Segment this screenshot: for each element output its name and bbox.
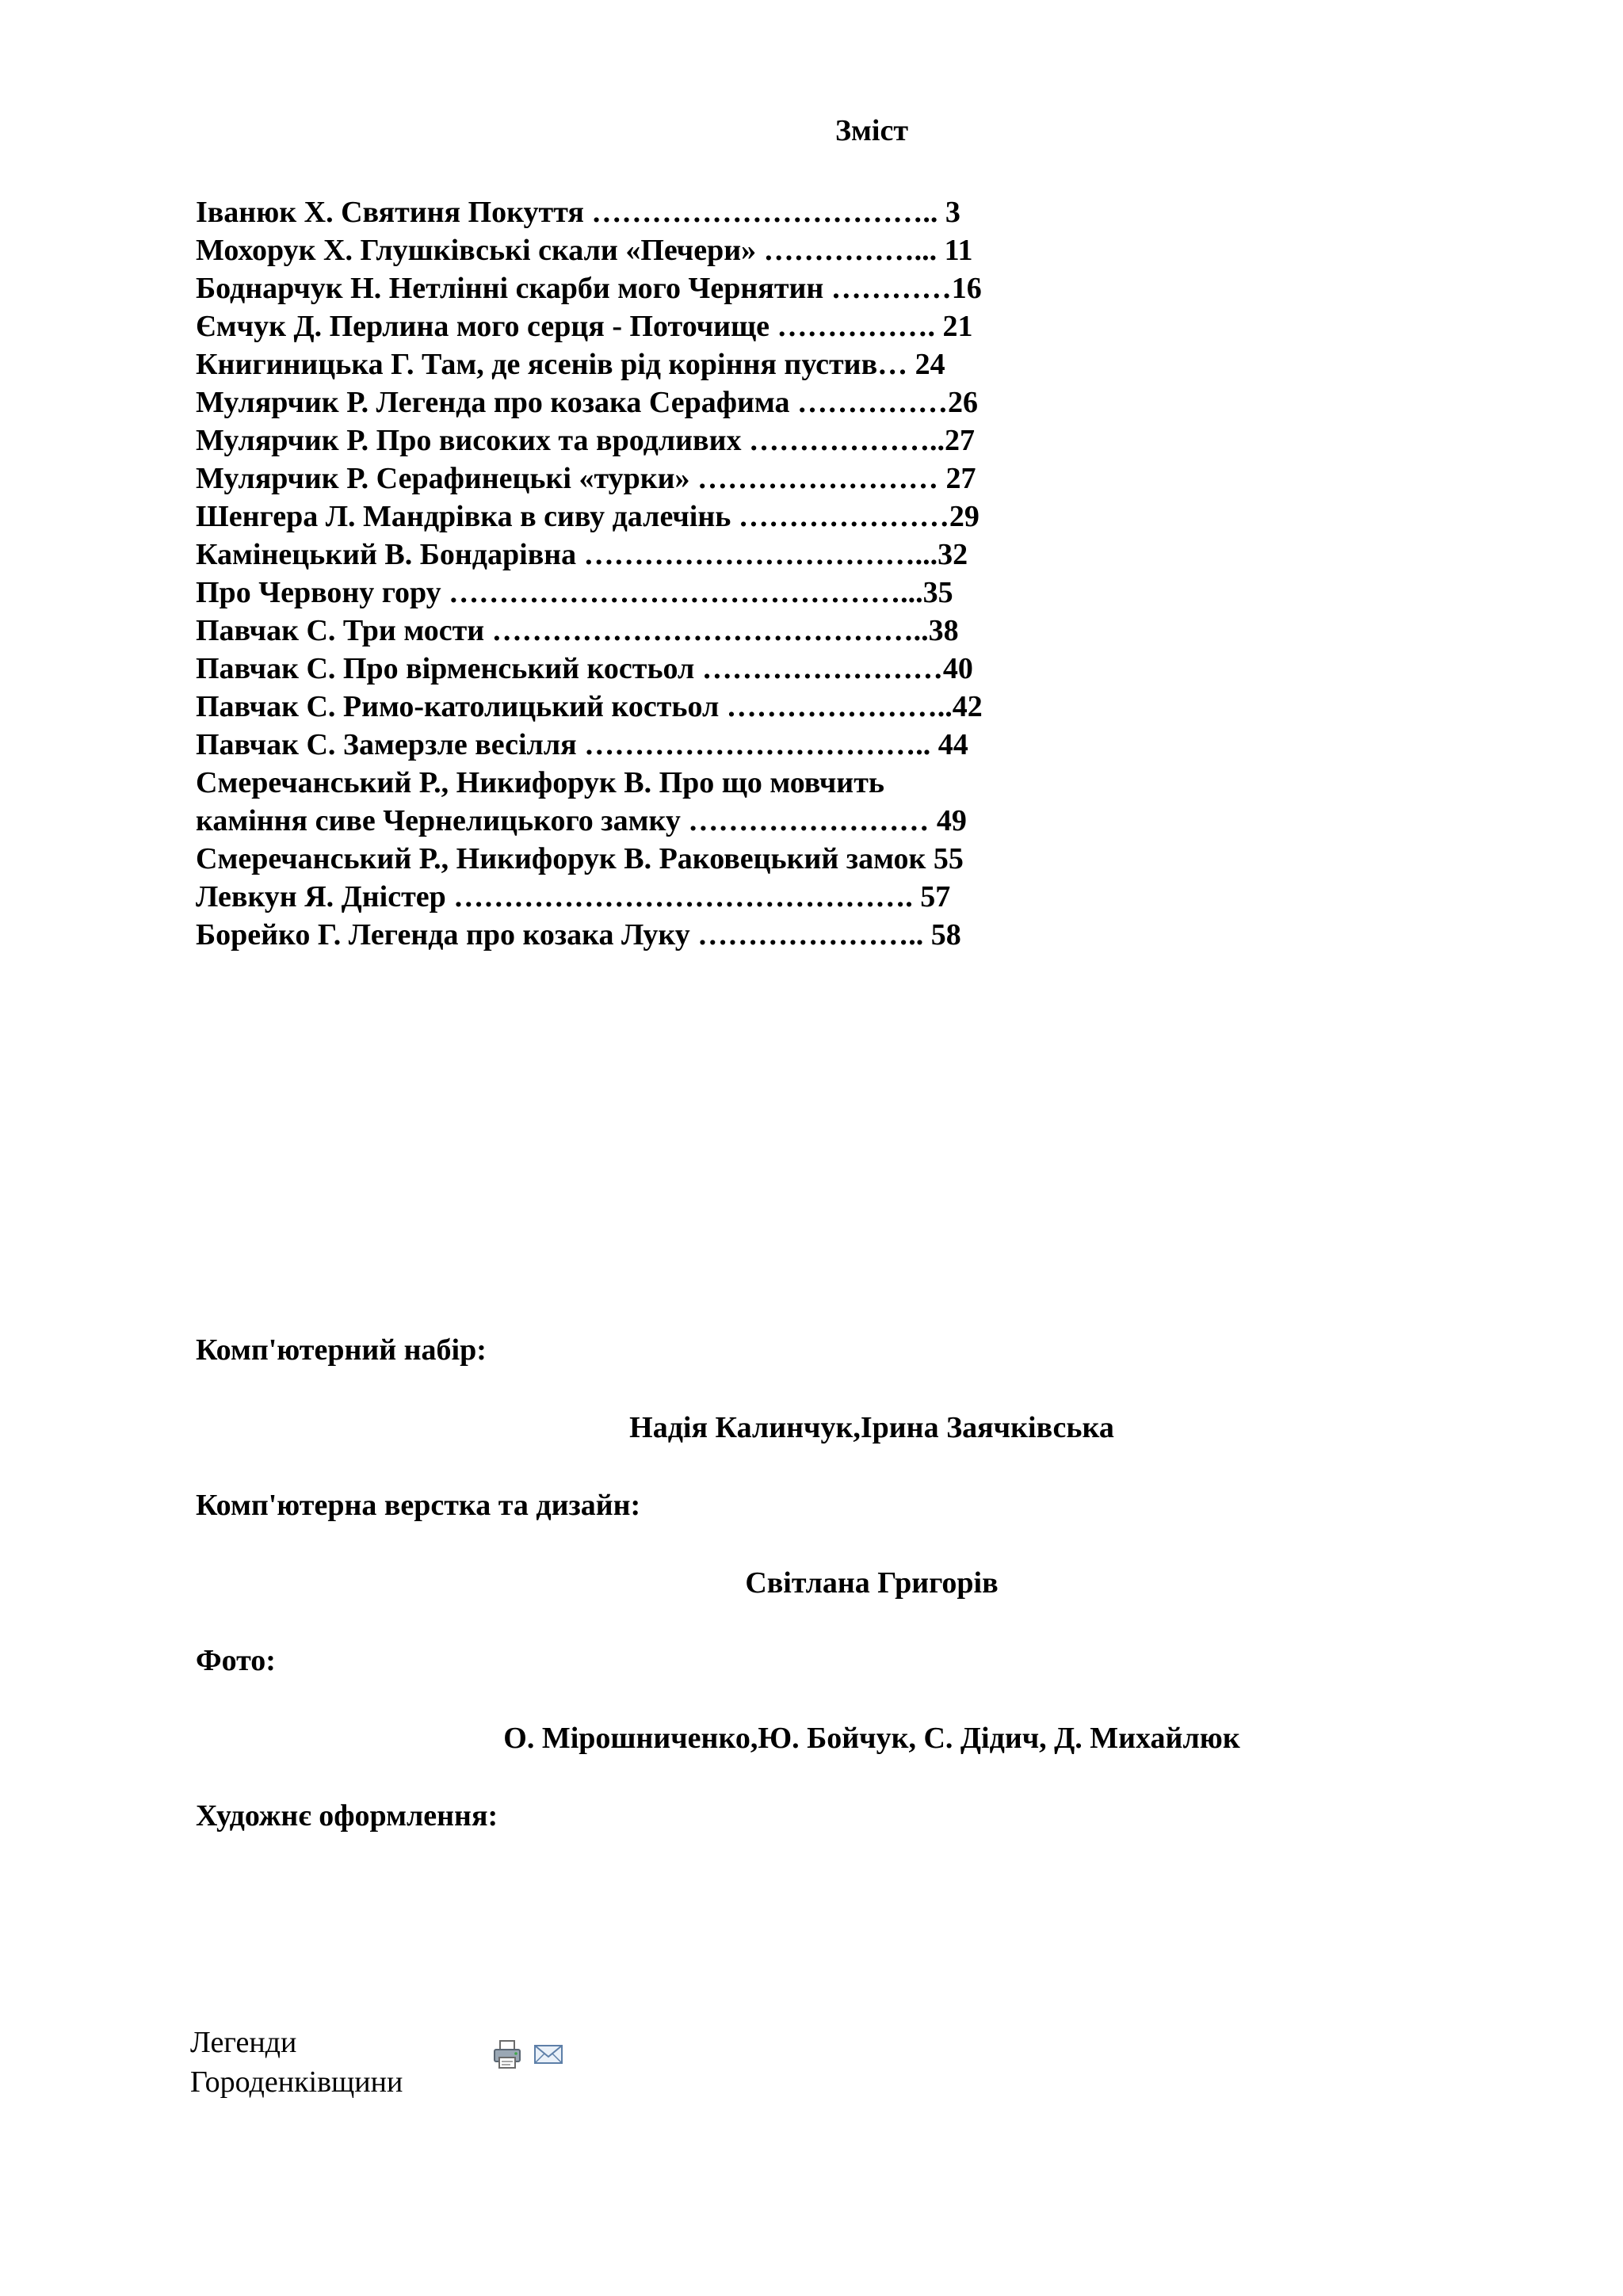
toc-entry: Павчак С. Три мости ……………………………………..38 <box>196 614 959 647</box>
toc-entry: Камінецький В. Бондарівна ……………………………...32 <box>196 538 968 571</box>
toc-entry: Мулярчик Р. Про високих та вродливих ………………..27 <box>196 424 975 457</box>
layout-credit-names: Світлана Григорів <box>745 1566 999 1600</box>
toc-entry: Мулярчик Р. Легенда про козака Серафима ……………26 <box>196 386 979 419</box>
footer-title-line: Легенди <box>190 2026 297 2059</box>
typing-credit-label: Комп'ютерний набір: <box>196 1333 487 1367</box>
printer-icon[interactable] <box>491 2039 523 2070</box>
toc-entry: Боднарчук Н. Нетлінні скарби мого Чернятин …………16 <box>196 272 982 305</box>
typing-credit-names: Надія Калинчук,Ірина Заячківська <box>629 1411 1114 1444</box>
toc-entry: Павчак С. Про вірменський костьол ……………………40 <box>196 652 973 685</box>
toc-entry: Смеречанський Р., Никифорук В. Про що мовчить <box>196 766 884 799</box>
toc-entry: Мохорук Х. Глушківські скали «Печери» ……………... 11 <box>196 234 973 267</box>
toc-entry: Шенгера Л. Мандрівка в сиву далечінь …………………29 <box>196 500 980 533</box>
toc-entry: Іванюк Х. Святиня Покуття …………………………….. 3 <box>196 196 960 229</box>
toc-entry: каміння сиве Чернелицького замку …………………… 49 <box>196 804 967 837</box>
toc-entry: Ємчук Д. Перлина мого серця - Поточище ……………. 21 <box>196 310 973 343</box>
photo-credit-label: Фото: <box>196 1644 276 1677</box>
footer-title-line: Городенківщини <box>190 2065 403 2099</box>
toc-entry: Борейко Г. Легенда про козака Луку ………………….. 58 <box>196 918 961 952</box>
layout-credit-label: Комп'ютерна верстка та дизайн: <box>196 1489 641 1522</box>
toc-entry: Мулярчик Р. Серафинецькі «турки» …………………… 27 <box>196 462 976 495</box>
footer-title <box>190 2023 403 2102</box>
toc-entry: Павчак С. Замерзле весілля …………………………….. 44 <box>196 728 968 761</box>
table-of-contents <box>196 193 983 954</box>
toc-entry: Про Червону гору ………………………………………...35 <box>196 576 953 609</box>
toc-entry: Книгиницька Г. Там, де ясенів рід коріння пустив… 24 <box>196 348 945 381</box>
toc-entry: Павчак С. Римо-католицький костьол …………………..42 <box>196 690 983 723</box>
art-credit-label: Художнє оформлення: <box>196 1799 498 1833</box>
photo-credit-names: О. Мірошниченко,Ю. Бойчук, С. Дідич, Д. Михайлюк <box>503 1722 1240 1755</box>
toc-entry: Левкун Я. Дністер ………………………………………. 57 <box>196 880 951 913</box>
footer-actions <box>491 2039 564 2070</box>
page-title: Зміст <box>834 114 909 147</box>
toc-entry: Смеречанський Р., Никифорук В. Раковецький замок 55 <box>196 842 964 875</box>
envelope-icon[interactable] <box>533 2039 564 2070</box>
